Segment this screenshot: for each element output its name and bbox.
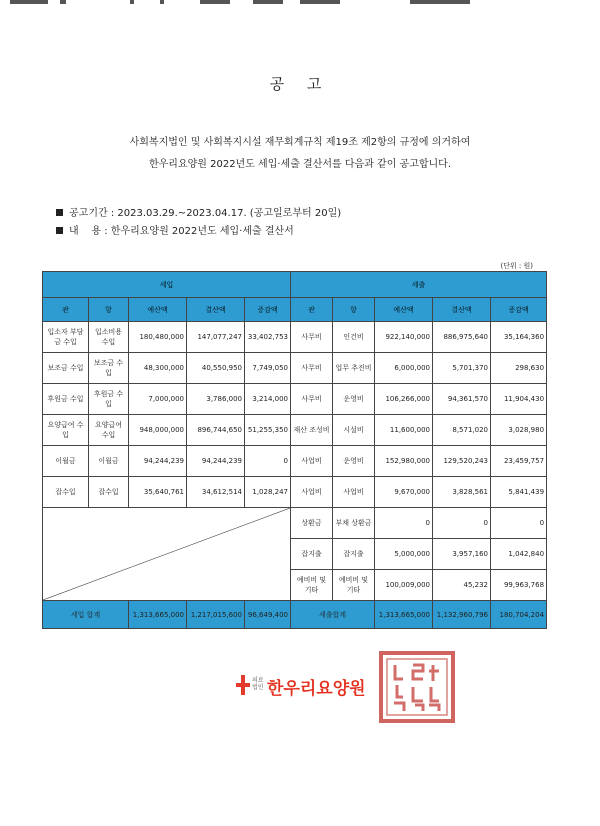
table-cell: 48,300,000 bbox=[129, 353, 187, 384]
table-cell: 운영비 bbox=[333, 446, 375, 477]
table-cell: 94,244,239 bbox=[129, 446, 187, 477]
table-cell: 3,828,561 bbox=[433, 477, 491, 508]
table-cell: 6,000,000 bbox=[375, 353, 433, 384]
revenue-header: 세입 bbox=[43, 272, 291, 298]
table-cell: 100,009,000 bbox=[375, 570, 433, 601]
table-cell: 34,612,514 bbox=[187, 477, 245, 508]
table-cell: 1,028,247 bbox=[245, 477, 291, 508]
table-row bbox=[43, 446, 547, 477]
table-cell: 33,402,753 bbox=[245, 322, 291, 353]
company-logo bbox=[236, 673, 376, 701]
column-header: 항 bbox=[333, 298, 375, 322]
table-cell: 9,670,000 bbox=[375, 477, 433, 508]
table-cell: 948,000,000 bbox=[129, 415, 187, 446]
revenue-total-label: 세입 합계 bbox=[43, 601, 129, 629]
table-row bbox=[43, 508, 547, 539]
table-cell: 99,963,768 bbox=[491, 570, 547, 601]
empty-diagonal-cell bbox=[43, 508, 291, 601]
table-cell: 요양급여 수입 bbox=[89, 415, 129, 446]
table-cell: 94,361,570 bbox=[433, 384, 491, 415]
square-bullet-icon bbox=[56, 209, 63, 216]
column-header: 증감액 bbox=[491, 298, 547, 322]
logo-name: 한우리요양원 bbox=[267, 679, 366, 699]
table-cell: 시설비 bbox=[333, 415, 375, 446]
revenue-total-value: 1,217,015,600 bbox=[187, 601, 245, 629]
table-cell: 업무 추진비 bbox=[333, 353, 375, 384]
notice-content bbox=[56, 222, 294, 237]
table-cell: 129,520,243 bbox=[433, 446, 491, 477]
logo-small-text: 의료법인 bbox=[252, 677, 264, 691]
table-row bbox=[43, 477, 547, 508]
square-bullet-icon bbox=[56, 227, 63, 234]
expense-header: 세출 bbox=[291, 272, 547, 298]
table-cell: 147,077,247 bbox=[187, 322, 245, 353]
total-row bbox=[43, 601, 547, 629]
table-cell: 5,701,370 bbox=[433, 353, 491, 384]
table-cell: 인건비 bbox=[333, 322, 375, 353]
table-cell: 부채 상환금 bbox=[333, 508, 375, 539]
table-cell: 보조금 수입 bbox=[89, 353, 129, 384]
table-cell: 상환금 bbox=[291, 508, 333, 539]
table-cell: 사업비 bbox=[333, 477, 375, 508]
notice-content-value: : 한우리요양원 2022년도 세입·세출 결산서 bbox=[104, 226, 294, 237]
table-cell: 35,640,761 bbox=[129, 477, 187, 508]
table-cell: 이월금 bbox=[43, 446, 89, 477]
table-cell: 사무비 bbox=[291, 353, 333, 384]
table-cell: 5,000,000 bbox=[375, 539, 433, 570]
table-cell: 후원금 수입 bbox=[89, 384, 129, 415]
column-header: 결산액 bbox=[187, 298, 245, 322]
column-header: 결산액 bbox=[433, 298, 491, 322]
table-cell: 35,164,360 bbox=[491, 322, 547, 353]
column-header: 예산액 bbox=[129, 298, 187, 322]
table-cell: 0 bbox=[245, 446, 291, 477]
unit-label: (단위 : 원) bbox=[500, 262, 533, 270]
table-cell: 사무비 bbox=[291, 322, 333, 353]
table-cell: 7,000,000 bbox=[129, 384, 187, 415]
table-cell: 94,244,239 bbox=[187, 446, 245, 477]
table-cell: 5,841,439 bbox=[491, 477, 547, 508]
table-cell: 3,786,000 bbox=[187, 384, 245, 415]
intro-line-2: 한우리요양원 2022년도 세입·세출 결산서를 다음과 같이 공고합니다. bbox=[148, 159, 452, 170]
expense-total-value: 180,704,204 bbox=[491, 601, 547, 629]
revenue-total-value: 1,313,665,000 bbox=[129, 601, 187, 629]
expense-total-value: 1,132,960,796 bbox=[433, 601, 491, 629]
intro-line-1: 사회복지법인 및 사회복지시설 재무회계규칙 제19조 제2항의 규정에 의거하여 bbox=[129, 137, 471, 148]
column-header: 관 bbox=[43, 298, 89, 322]
notice-content-label: 내 용 bbox=[69, 226, 102, 237]
column-header: 증감액 bbox=[245, 298, 291, 322]
notice-period-label: 공고기간 bbox=[69, 208, 108, 219]
table-cell: 11,904,430 bbox=[491, 384, 547, 415]
cross-logo-icon bbox=[236, 675, 250, 695]
table-cell: 예비비 및 기타 bbox=[291, 570, 333, 601]
table-row bbox=[43, 353, 547, 384]
table-cell: 잡수입 bbox=[43, 477, 89, 508]
table-cell: 후원금 수입 bbox=[43, 384, 89, 415]
table-cell: 이월금 bbox=[89, 446, 129, 477]
table-cell: 3,957,160 bbox=[433, 539, 491, 570]
table-cell: 8,571,020 bbox=[433, 415, 491, 446]
table-cell: 사업비 bbox=[291, 477, 333, 508]
table-cell: 잡지출 bbox=[333, 539, 375, 570]
table-cell: 3,028,980 bbox=[491, 415, 547, 446]
column-header: 관 bbox=[291, 298, 333, 322]
table-cell: 45,232 bbox=[433, 570, 491, 601]
table-cell: 0 bbox=[375, 508, 433, 539]
table-cell: 잡수입 bbox=[89, 477, 129, 508]
notice-period bbox=[56, 204, 341, 219]
table-cell: 23,459,757 bbox=[491, 446, 547, 477]
table-cell: 0 bbox=[433, 508, 491, 539]
table-cell: 152,980,000 bbox=[375, 446, 433, 477]
expense-total-label: 세출합계 bbox=[291, 601, 375, 629]
table-cell: 입소비용 수입 bbox=[89, 322, 129, 353]
table-cell: 입소자 부담금 수입 bbox=[43, 322, 89, 353]
column-header: 항 bbox=[89, 298, 129, 322]
official-seal bbox=[377, 649, 457, 725]
revenue-total-value: 96,649,400 bbox=[245, 601, 291, 629]
table-cell: 11,600,000 bbox=[375, 415, 433, 446]
notice-period-value: : 2023.03.29.~2023.04.17. (공고일로부터 20일) bbox=[110, 208, 342, 219]
table-cell: 896,744,650 bbox=[187, 415, 245, 446]
table-cell: 1,042,840 bbox=[491, 539, 547, 570]
table-cell: 886,975,640 bbox=[433, 322, 491, 353]
table-row bbox=[43, 415, 547, 446]
table-row bbox=[43, 384, 547, 415]
table-cell: 0 bbox=[491, 508, 547, 539]
settlement-table bbox=[42, 271, 547, 629]
table-cell: 298,630 bbox=[491, 353, 547, 384]
table-row bbox=[43, 322, 547, 353]
table-cell: 요양급여 수입 bbox=[43, 415, 89, 446]
table-cell: 51,255,350 bbox=[245, 415, 291, 446]
table-cell: 사업비 bbox=[291, 446, 333, 477]
column-header: 예산액 bbox=[375, 298, 433, 322]
table-cell: 재산 조성비 bbox=[291, 415, 333, 446]
expense-total-value: 1,313,665,000 bbox=[375, 601, 433, 629]
table-cell: 40,550,950 bbox=[187, 353, 245, 384]
table-cell: 보조금 수입 bbox=[43, 353, 89, 384]
table-cell: 잡지출 bbox=[291, 539, 333, 570]
table-cell: 180,480,000 bbox=[129, 322, 187, 353]
table-cell: 7,749,050 bbox=[245, 353, 291, 384]
table-cell: 사무비 bbox=[291, 384, 333, 415]
page-title: 공 고 bbox=[269, 75, 331, 93]
table-cell: 922,140,000 bbox=[375, 322, 433, 353]
table-cell: 운영비 bbox=[333, 384, 375, 415]
table-cell: 106,266,000 bbox=[375, 384, 433, 415]
top-edge-marks bbox=[0, 0, 600, 6]
table-cell: 3,214,000 bbox=[245, 384, 291, 415]
table-cell: 예비비 및 기타 bbox=[333, 570, 375, 601]
